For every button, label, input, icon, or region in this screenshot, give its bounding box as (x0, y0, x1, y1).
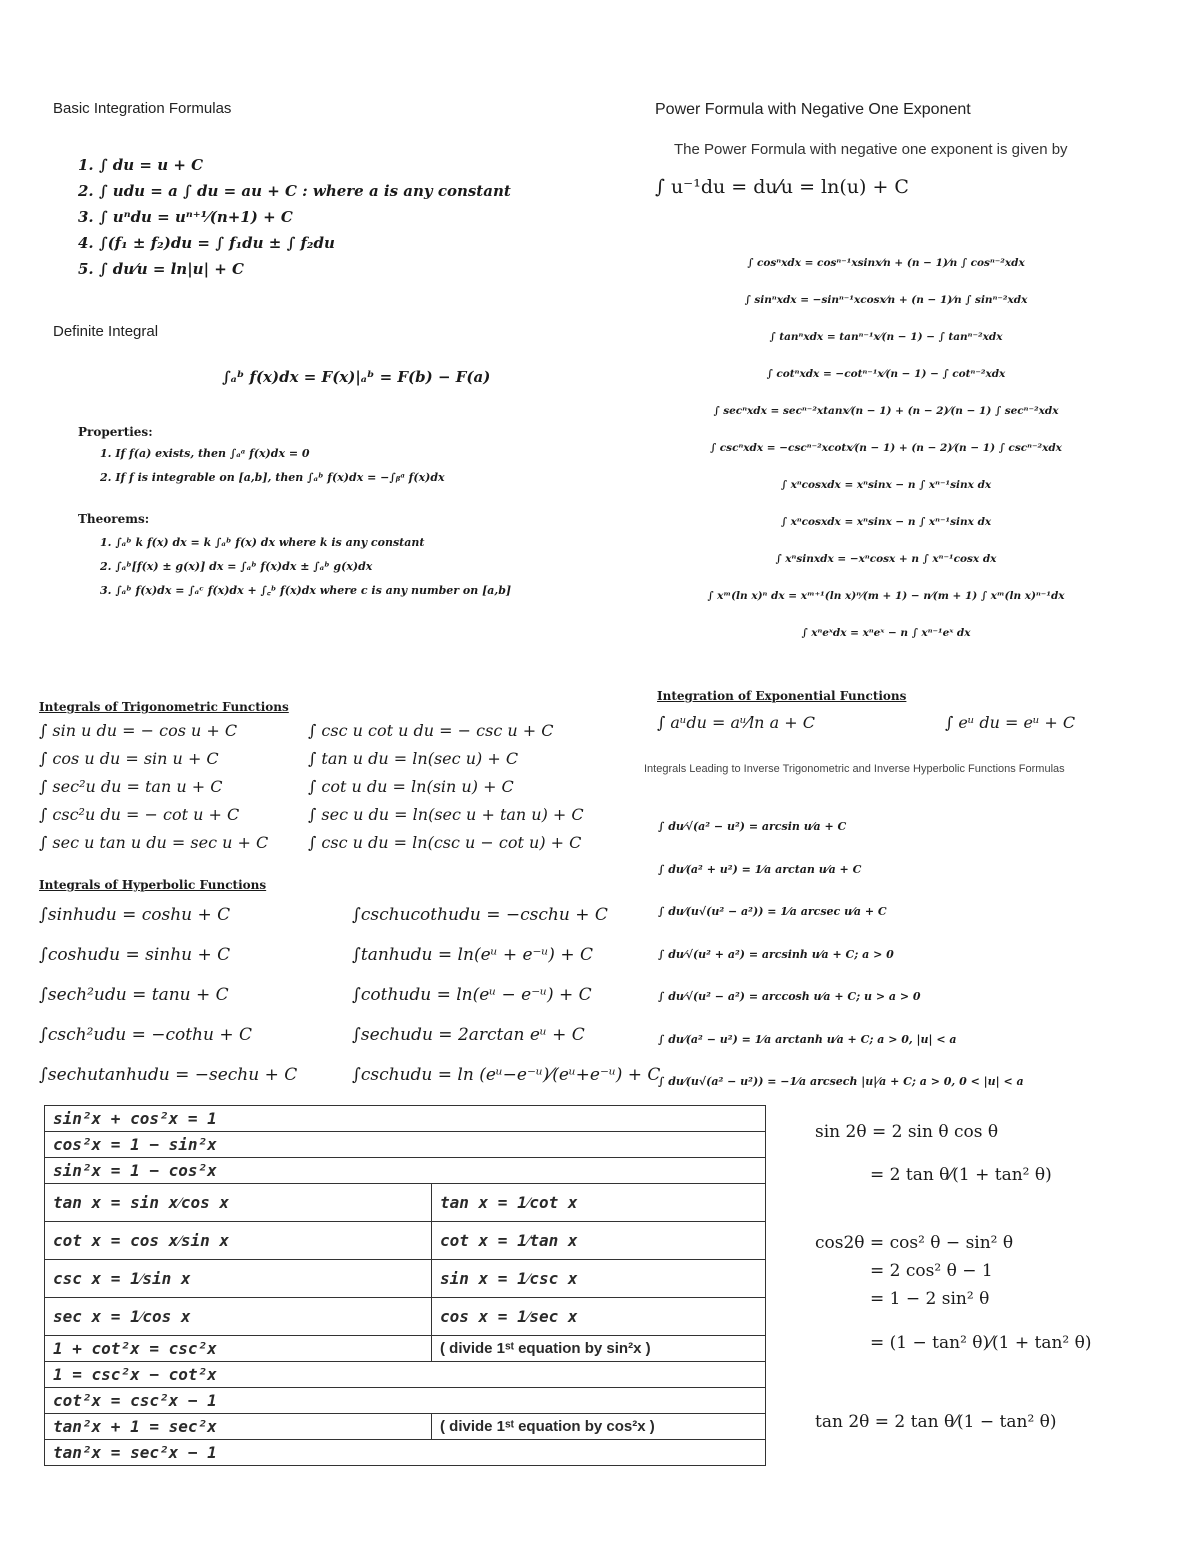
basic-formula: 1. ∫ du = u + C (78, 156, 204, 174)
hyperbolic-formula: ∫sechudu = 2arctan eᵘ + C (352, 1025, 585, 1045)
basic-title: Basic Integration Formulas (53, 100, 232, 117)
inverse-formula: ∫ du⁄√(u² + a²) = arcsinh u⁄a + C; a > 0 (658, 947, 894, 961)
hyperbolic-formula: ∫sinhudu = coshu + C (39, 905, 231, 925)
identity-cell: sec x = 1⁄cos x (45, 1298, 432, 1336)
table-row (45, 1222, 766, 1260)
exponential-formula-eu: ∫ eᵘ du = eᵘ + C (945, 713, 1076, 732)
reduction-formula: ∫ xⁿcosxdx = xⁿsinx − n ∫ xⁿ⁻¹sinx dx (780, 479, 992, 491)
trig-formula: ∫ cos u du = sin u + C (39, 749, 219, 768)
reduction-formula: ∫ secⁿxdx = secⁿ⁻²xtanx⁄(n − 1) + (n − 2)⁄(n − 1) ∫ secⁿ⁻²xdx (713, 405, 1059, 417)
reduction-formula: ∫ xⁿsinxdx = −xⁿcosx + n ∫ xⁿ⁻¹cosx dx (775, 553, 997, 565)
table-row (45, 1388, 766, 1414)
basic-formula-list (78, 152, 511, 282)
identity-note: ( divide 1ˢᵗ equation by sin²x ) (432, 1336, 766, 1362)
basic-formula: 2. ∫ udu = a ∫ du = au + C : where a is any constant (78, 182, 511, 200)
sin-double-angle-line1: sin 2θ = 2 sin θ cos θ (815, 1122, 999, 1142)
hyperbolic-formula: ∫cothudu = ln(eᵘ − e⁻ᵘ) + C (352, 985, 592, 1005)
trig-title: Integrals of Trigonometric Functions (39, 700, 289, 714)
cos-double-angle-line4: = (1 − tan² θ)⁄(1 + tan² θ) (870, 1333, 1092, 1353)
theorem-item: 2. ∫ₐᵇ[f(x) ± g(x)] dx = ∫ₐᵇ f(x)dx ± ∫ₐᵇ g(x)dx (100, 560, 373, 573)
table-row (45, 1184, 766, 1222)
power-intro: The Power Formula with negative one exponent is given by (674, 141, 1068, 158)
trig-right-column (308, 717, 584, 857)
identity-cell: sin x = 1⁄csc x (432, 1260, 766, 1298)
identity-cell: cos x = 1⁄sec x (432, 1298, 766, 1336)
identity-cell: cot x = cos x⁄sin x (45, 1222, 432, 1260)
trig-formula: ∫ sin u du = − cos u + C (39, 721, 238, 740)
sin-double-angle-line2: = 2 tan θ⁄(1 + tan² θ) (870, 1165, 1052, 1185)
tan-double-angle: tan 2θ = 2 tan θ⁄(1 − tan² θ) (815, 1412, 1057, 1432)
properties-list (100, 442, 445, 490)
theorems-label: Theorems: (78, 512, 150, 526)
table-row (45, 1336, 766, 1362)
basic-formula: 4. ∫(f₁ ± f₂)du = ∫ f₁du ± ∫ f₂du (78, 234, 335, 252)
theorem-item: 1. ∫ₐᵇ k f(x) dx = k ∫ₐᵇ f(x) dx where k is any constant (100, 536, 425, 549)
inverse-formula: ∫ du⁄√(u² − a²) = arccosh u⁄a + C; u > a > 0 (658, 990, 921, 1003)
basic-formula: 3. ∫ uⁿdu = uⁿ⁺¹⁄(n+1) + C (78, 208, 293, 226)
identity-cell: 1 = csc²x − cot²x (45, 1362, 766, 1388)
trig-formula: ∫ sec²u du = tan u + C (39, 777, 223, 796)
identity-cell: sin²x + cos²x = 1 (45, 1106, 766, 1132)
identities-table (44, 1105, 766, 1466)
identity-cell: tan²x = sec²x − 1 (45, 1440, 766, 1466)
property-item: 1. If f(a) exists, then ∫ₐᵃ f(x)dx = 0 (100, 447, 310, 460)
inverse-title: Integrals Leading to Inverse Trigonometric and Inverse Hyperbolic Functions Formulas (644, 763, 1065, 775)
power-title: Power Formula with Negative One Exponent (655, 101, 971, 118)
trig-formula: ∫ csc²u du = − cot u + C (39, 805, 240, 824)
trig-formula: ∫ sec u du = ln(sec u + tan u) + C (308, 805, 584, 824)
hyperbolic-formula: ∫tanhudu = ln(eᵘ + e⁻ᵘ) + C (352, 945, 593, 965)
identity-cell: tan x = sin x⁄cos x (45, 1184, 432, 1222)
inverse-formula: ∫ du⁄√(a² − u²) = arcsin u⁄a + C (658, 820, 847, 833)
hyperbolic-left-column (39, 895, 297, 1095)
table-row (45, 1106, 766, 1132)
table-row (45, 1132, 766, 1158)
hyperbolic-right-column (352, 895, 660, 1095)
trig-formula: ∫ csc u du = ln(csc u − cot u) + C (308, 833, 582, 852)
identity-cell: csc x = 1⁄sin x (45, 1260, 432, 1298)
cos-double-angle-line1: cos2θ = cos² θ − sin² θ (815, 1233, 1014, 1253)
identity-cell: sin²x = 1 − cos²x (45, 1158, 766, 1184)
identity-cell: 1 + cot²x = csc²x (45, 1336, 432, 1362)
trig-formula: ∫ sec u tan u du = sec u + C (39, 833, 269, 852)
trig-formula: ∫ cot u du = ln(sin u) + C (308, 777, 514, 796)
reduction-formula: ∫ cotⁿxdx = −cotⁿ⁻¹x⁄(n − 1) − ∫ cotⁿ⁻²xdx (766, 368, 1006, 380)
identity-cell: cos²x = 1 − sin²x (45, 1132, 766, 1158)
identity-note: ( divide 1ˢᵗ equation by cos²x ) (432, 1414, 766, 1440)
definite-main-formula: ∫ₐᵇ f(x)dx = F(x)|ₐᵇ = F(b) − F(a) (222, 368, 491, 386)
hyperbolic-formula: ∫cschudu = ln (eᵘ−e⁻ᵘ)⁄(eᵘ+e⁻ᵘ) + C (352, 1065, 661, 1085)
reduction-formula: ∫ xⁿcosxdx = xⁿsinx − n ∫ xⁿ⁻¹sinx dx (780, 516, 992, 528)
theorems-list (100, 531, 511, 603)
cos-double-angle-line2: = 2 cos² θ − 1 (870, 1261, 993, 1281)
table-row (45, 1414, 766, 1440)
table-row (45, 1298, 766, 1336)
trig-formula: ∫ tan u du = ln(sec u) + C (308, 749, 519, 768)
reduction-formula: ∫ xⁿeˣdx = xⁿeˣ − n ∫ xⁿ⁻¹eˣ dx (801, 627, 971, 639)
hyperbolic-formula: ∫coshudu = sinhu + C (39, 945, 231, 965)
inverse-formula: ∫ du⁄(u√(u² − a²)) = 1⁄a arcsec u⁄a + C (658, 905, 887, 918)
hyperbolic-formula: ∫sech²udu = tanu + C (39, 985, 229, 1005)
reduction-formula: ∫ sinⁿxdx = −sinⁿ⁻¹xcosx⁄n + (n − 1)⁄n ∫ sinⁿ⁻²xdx (744, 294, 1028, 306)
definite-title: Definite Integral (53, 323, 159, 340)
table-row (45, 1362, 766, 1388)
reduction-formula: ∫ xᵐ(ln x)ⁿ dx = xᵐ⁺¹(ln x)ⁿ⁄(m + 1) − n⁄(m + 1) ∫ xᵐ(ln x)ⁿ⁻¹dx (707, 590, 1065, 602)
identity-cell: cot²x = csc²x − 1 (45, 1388, 766, 1414)
trig-left-column (39, 717, 268, 857)
basic-formula: 5. ∫ du⁄u = ln|u| + C (78, 260, 244, 278)
property-item: 2. If f is integrable on [a,b], then ∫ₐᵇ f(x)dx = −∫ᵦᵃ f(x)dx (100, 471, 445, 484)
exponential-formula-au: ∫ aᵘdu = aᵘ⁄ln a + C (657, 713, 815, 732)
reduction-formula-list (636, 245, 1136, 652)
inverse-formula: ∫ du⁄(a² + u²) = 1⁄a arctan u⁄a + C (658, 862, 862, 876)
inverse-formula: ∫ du⁄(a² − u²) = 1⁄a arctanh u⁄a + C; a > 0, |u| < a (658, 1032, 957, 1046)
table-row (45, 1260, 766, 1298)
cos-double-angle-line3: = 1 − 2 sin² θ (870, 1289, 990, 1309)
reduction-formula: ∫ cscⁿxdx = −cscⁿ⁻²xcotx⁄(n − 1) + (n − 2)⁄(n − 1) ∫ cscⁿ⁻²xdx (710, 442, 1062, 454)
exponential-title: Integration of Exponential Functions (657, 689, 907, 703)
hyperbolic-title: Integrals of Hyperbolic Functions (39, 878, 267, 892)
hyperbolic-formula: ∫cschucothudu = −cschu + C (352, 905, 608, 925)
hyperbolic-formula: ∫sechutanhudu = −sechu + C (39, 1065, 298, 1085)
identity-cell: tan x = 1⁄cot x (432, 1184, 766, 1222)
table-row (45, 1158, 766, 1184)
reduction-formula: ∫ tanⁿxdx = tanⁿ⁻¹x⁄(n − 1) − ∫ tanⁿ⁻²xdx (769, 331, 1003, 343)
identity-cell: cot x = 1⁄tan x (432, 1222, 766, 1260)
trig-formula: ∫ csc u cot u du = − csc u + C (308, 721, 554, 740)
table-row (45, 1440, 766, 1466)
identity-cell: tan²x + 1 = sec²x (45, 1414, 432, 1440)
inverse-formula: ∫ du⁄(u√(a² − u²)) = −1⁄a arcsech |u|⁄a + C; a > 0, 0 < |u| < a (658, 1075, 1024, 1088)
theorem-item: 3. ∫ₐᵇ f(x)dx = ∫ₐᶜ f(x)dx + ∫꜀ᵇ f(x)dx where c is any number on [a,b] (100, 584, 512, 597)
reduction-formula: ∫ cosⁿxdx = cosⁿ⁻¹xsinx⁄n + (n − 1)⁄n ∫ cosⁿ⁻²xdx (747, 257, 1025, 269)
hyperbolic-formula: ∫csch²udu = −cothu + C (39, 1025, 253, 1045)
power-formula: ∫ u⁻¹du = du⁄u = ln(u) + C (655, 176, 909, 198)
inverse-formula-list (658, 806, 1024, 1104)
properties-label: Properties: (78, 425, 153, 439)
